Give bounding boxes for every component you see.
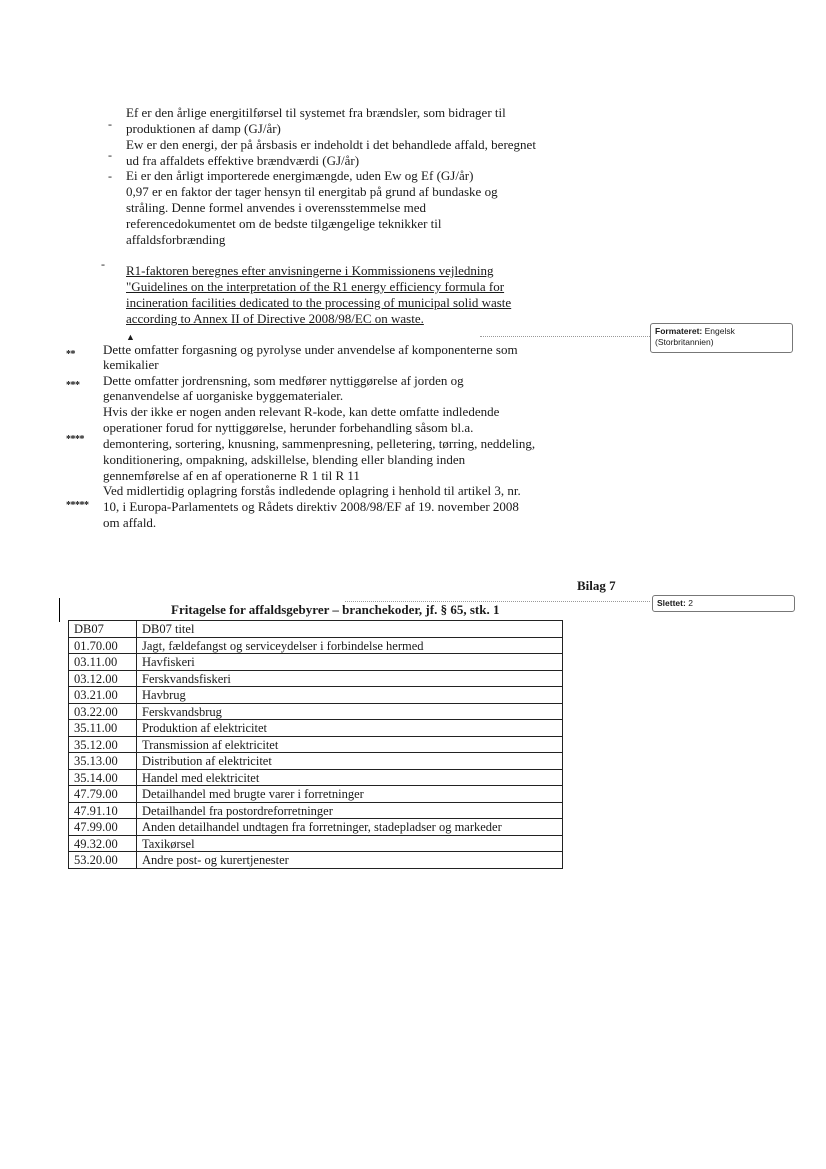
footnote-3-line-2: genanvendelse af uorganiske byggematerialer. <box>103 388 344 403</box>
footnote-4-line-4: konditionering, ompakning, adskillelse, blending eller blanding inden <box>103 452 466 467</box>
branch-name: Detailhandel fra postordreforretninger <box>137 802 563 819</box>
branch-code: 53.20.00 <box>69 852 137 869</box>
ei-line-5: affaldsforbrænding <box>126 232 226 247</box>
branch-name: Produktion af elektricitet <box>137 720 563 737</box>
branch-name: Distribution af elektricitet <box>137 753 563 770</box>
branch-name: Havfiskeri <box>137 654 563 671</box>
r1-line-4: according to Annex II of Directive 2008/98/EC on waste. <box>126 311 424 326</box>
branch-name: Ferskvandsfiskeri <box>137 670 563 687</box>
r1-line-2: "Guidelines on the interpretation of the R1 energy efficiency formula for <box>126 279 505 294</box>
footnote-4-line-2: operationer forud for nyttiggørelse, herunder forbehandling såsom bl.a. <box>103 420 474 435</box>
table-row <box>69 835 563 852</box>
footnote-marker: *** <box>66 380 80 391</box>
branch-code: 03.21.00 <box>69 687 137 704</box>
list-dash: - <box>108 169 112 183</box>
branch-name: Handel med elektricitet <box>137 769 563 786</box>
ei-line-1: Ei er den årligt importerede energimængde, uden Ew og Ef (GJ/år) <box>126 168 474 183</box>
comment-deleted-value: 2 <box>688 598 693 608</box>
ei-line-4: referencedokumentet om de bedste tilgængelige teknikker til <box>126 216 442 231</box>
list-dash: - <box>108 117 112 131</box>
header-code: DB07 <box>69 621 137 638</box>
table-row <box>69 819 563 836</box>
change-bar <box>59 598 60 622</box>
table-row <box>69 720 563 737</box>
comment-formatted-label: Formateret: <box>655 326 703 336</box>
footnote-5-line-1: Ved midlertidig oplagring forstås indledende oplagring i henhold til artikel 3, nr. <box>103 483 521 498</box>
list-dash: - <box>101 257 105 271</box>
comment-formatted-value: Engelsk <box>704 326 735 336</box>
branch-code: 47.79.00 <box>69 786 137 803</box>
branch-name: Havbrug <box>137 687 563 704</box>
ef-line-2: produktionen af damp (GJ/år) <box>126 121 281 136</box>
comment-deleted-label: Slettet: <box>657 598 686 608</box>
branch-name: Andre post- og kurertjenester <box>137 852 563 869</box>
table-row <box>69 769 563 786</box>
branch-code: 47.91.10 <box>69 802 137 819</box>
table-row <box>69 687 563 704</box>
branch-code: 03.22.00 <box>69 703 137 720</box>
ew-line-1: Ew er den energi, der på årsbasis er indeholdt i det behandlede affald, beregnet <box>126 137 536 152</box>
comment-leader <box>480 336 650 338</box>
footnote-4-line-3: demontering, sortering, knusning, sammenpresning, pelletering, tørring, neddeling, <box>103 436 536 451</box>
table-row <box>69 852 563 869</box>
annex-label: Bilag 7 <box>577 578 616 593</box>
ei-line-2: 0,97 er en faktor der tager hensyn til energitab på grund af bundaske og <box>126 184 498 199</box>
table-row <box>69 654 563 671</box>
table-row <box>69 637 563 654</box>
branch-name: Taxikørsel <box>137 835 563 852</box>
branch-code: 03.11.00 <box>69 654 137 671</box>
footnote-4-line-1: Hvis der ikke er nogen anden relevant R-kode, kan dette omfatte indledende <box>103 404 500 419</box>
annex-table-title: Fritagelse for affaldsgebyrer – branchekoder, jf. § 65, stk. 1 <box>171 602 500 617</box>
footnote-5-line-2: 10, i Europa-Parlamentets og Rådets direktiv 2008/98/EF af 19. november 2008 <box>103 499 519 514</box>
footnote-marker: ***** <box>66 500 89 511</box>
footnote-5-line-3: om affald. <box>103 515 157 530</box>
comment-deleted[interactable] <box>652 595 795 612</box>
table-row <box>69 802 563 819</box>
comment-leader <box>345 601 650 603</box>
footnote-4-line-5: gennemførelse af en af operationerne R 1 til R 11 <box>103 468 360 483</box>
footnote-2-line-2: kemikalier <box>103 357 159 372</box>
branch-name: Anden detailhandel undtagen fra forretninger, stadepladser og markeder <box>137 819 563 836</box>
r1-line-3: incineration facilities dedicated to the processing of municipal solid waste <box>126 295 512 310</box>
footnote-marker: ** <box>66 349 75 360</box>
table-header-row <box>69 621 563 638</box>
branch-name: Transmission af elektricitet <box>137 736 563 753</box>
footnote-marker: **** <box>66 434 84 445</box>
branch-name: Ferskvandsbrug <box>137 703 563 720</box>
branch-code: 35.12.00 <box>69 736 137 753</box>
branch-code: 49.32.00 <box>69 835 137 852</box>
comment-formatted[interactable] <box>650 323 793 353</box>
branch-code: 35.11.00 <box>69 720 137 737</box>
table-row <box>69 670 563 687</box>
branch-name: Detailhandel med brugte varer i forretninger <box>137 786 563 803</box>
table-row <box>69 753 563 770</box>
table-row <box>69 736 563 753</box>
table-row <box>69 786 563 803</box>
header-name: DB07 titel <box>137 621 563 638</box>
r1-line-1: R1-faktoren beregnes efter anvisningerne i Kommissionens vejledning <box>126 263 494 278</box>
branch-code: 03.12.00 <box>69 670 137 687</box>
branch-name: Jagt, fældefangst og serviceydelser i forbindelse hermed <box>137 637 563 654</box>
branch-code: 01.70.00 <box>69 637 137 654</box>
footnote-3-line-1: Dette omfatter jordrensning, som medfører nyttiggørelse af jorden og <box>103 373 464 388</box>
ew-line-2: ud fra affaldets effektive brændværdi (GJ/år) <box>126 153 360 168</box>
branch-code: 35.14.00 <box>69 769 137 786</box>
insertion-caret-icon: ▲ <box>126 332 135 342</box>
ei-line-3: stråling. Denne formel anvendes i overensstemmelse med <box>126 200 426 215</box>
list-dash: - <box>108 148 112 162</box>
footnote-2-line-1: Dette omfatter forgasning og pyrolyse under anvendelse af komponenterne som <box>103 342 518 357</box>
branch-code: 47.99.00 <box>69 819 137 836</box>
table-row <box>69 703 563 720</box>
branch-codes-table <box>68 620 563 869</box>
branch-code: 35.13.00 <box>69 753 137 770</box>
comment-formatted-value-2: (Storbritannien) <box>655 337 714 347</box>
ef-line-1: Ef er den årlige energitilførsel til systemet fra brændsler, som bidrager til <box>126 105 506 120</box>
